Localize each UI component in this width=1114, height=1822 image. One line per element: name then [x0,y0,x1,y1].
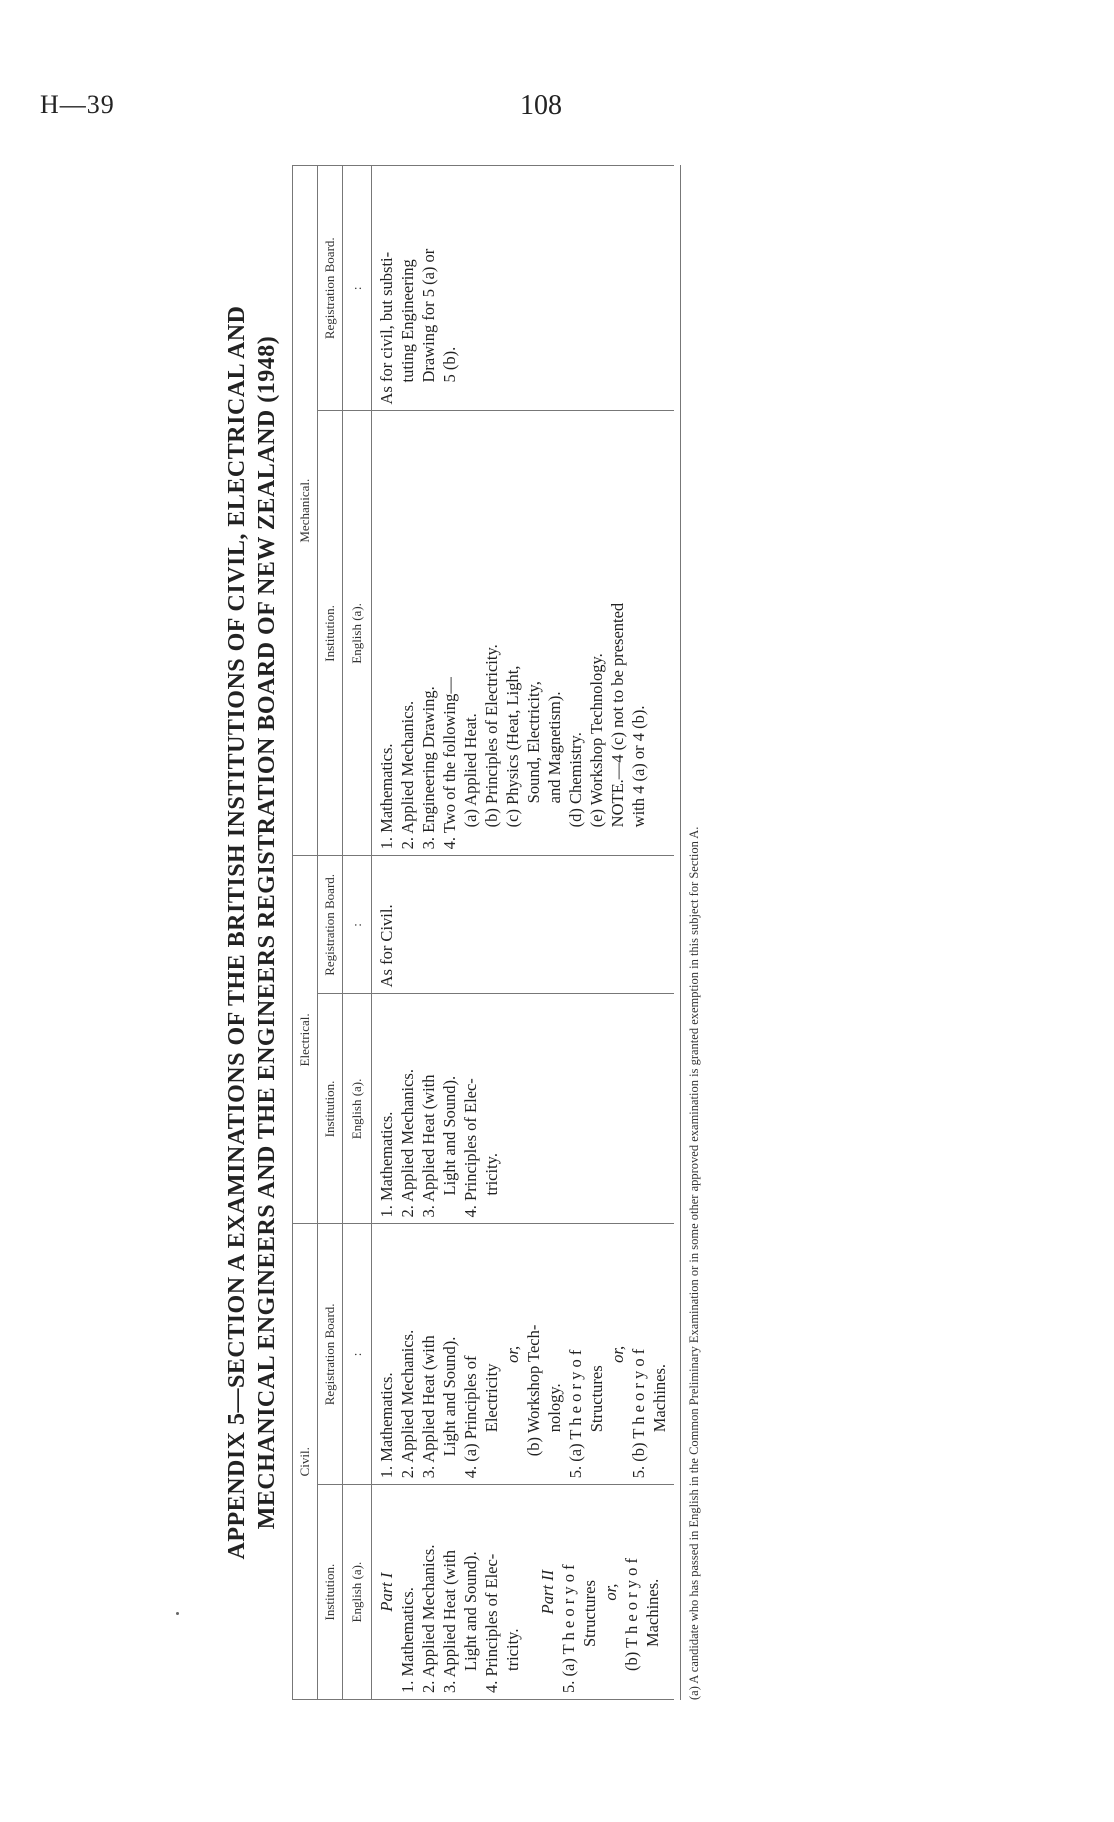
subject-line: Part II [538,1569,557,1615]
subject-line: Light and Sound). [440,1336,459,1457]
mechanical-institution-subjects [372,411,675,856]
subject-line: 1. Mathematics. [377,1372,396,1479]
subject-line: 5. (a) T h e o r y o f [566,1349,585,1479]
subject-line: 3. Applied Heat (with [419,1074,438,1218]
subject-line: 4. Principles of Elec- [461,1078,480,1218]
subject-line: or, [601,1583,620,1601]
subject-line: 5 (b). [440,346,459,383]
subject-line: As for civil, but substi- [377,251,396,405]
group-electrical: Electrical. [293,856,318,1224]
civil-registration-head: Registration Board. [318,1224,343,1485]
subject-line: tuting Engineering [398,259,417,383]
subject-line: Electricity [482,1363,501,1433]
subject-line: Drawing for 5 (a) or [419,248,438,383]
electrical-institution-head: Institution. [318,994,343,1224]
group-civil: Civil. [293,1224,318,1700]
subject-line: 2. Applied Mechanics. [419,1544,438,1693]
subject-line: Structures [587,1365,606,1433]
subject-line: (b) Principles of Electricity. [482,644,501,828]
subject-line: 2. Applied Mechanics. [398,1069,417,1218]
subject-line: Light and Sound). [440,1075,459,1196]
subject-line: 4. Principles of Elec- [482,1553,501,1693]
subject-line: Machines. [643,1578,662,1647]
subject-line: (a) Applied Heat. [461,713,480,828]
electrical-english-reg: : [343,856,372,994]
group-mechanical: Mechanical. [293,166,318,856]
subject-line: Sound, Electricity, [524,681,543,804]
civil-english-reg: : [343,1224,372,1485]
subject-line: (b) T h e o r y o f [622,1557,641,1671]
subject-line: Part I [377,1572,396,1612]
subject-line: (d) Chemistry. [566,732,585,828]
page-number: 108 [520,90,562,121]
subject-line: or, [503,1345,522,1363]
subject-line: 3. Applied Heat (with [440,1550,459,1693]
subject-line: 2. Applied Mechanics. [398,1329,417,1479]
subject-line: Light and Sound). [461,1551,480,1671]
exam-table [292,165,674,1700]
title-line-1: APPENDIX 5—SECTION A EXAMINATIONS OF THE BRITISH INSTITUTIONS OF CIVIL, ELECTRICAL AND [224,305,250,1560]
mechanical-english: English (a). [343,411,372,856]
mechanical-institution-head: Institution. [318,411,343,856]
page-reference: H—39 [40,90,115,119]
subject-line: 1. Mathematics. [398,1587,417,1693]
electrical-registration-head: Registration Board. [318,856,343,994]
subject-line: As for Civil. [377,904,396,988]
subject-line: nology. [545,1383,564,1433]
civil-institution-subjects [372,1485,675,1700]
footnote: (a) A candidate who has passed in English in the Common Preliminary Examination or in some other approved examination is granted exemption in this subject for Section A. [680,165,702,1700]
civil-institution-head: Institution. [318,1485,343,1700]
civil-english: English (a). [343,1485,372,1700]
mechanical-registration-note [372,166,675,411]
subject-line: 3. Engineering Drawing. [419,686,438,850]
electrical-institution-subjects [372,994,675,1224]
subject-line: 4. Two of the following— [440,677,459,850]
mechanical-registration-head: Registration Board. [318,166,343,411]
title-line-2: MECHANICAL ENGINEERS AND THE ENGINEERS REGISTRATION BOARD OF NEW ZEALAND (1948) [254,335,280,1530]
subject-line: 5. (b) T h e o r y o f [629,1348,648,1479]
subject-line: Machines. [650,1363,669,1433]
subject-line: and Magnetism). [545,691,564,804]
subject-line: tricity. [503,1628,522,1671]
electrical-registration-note [372,856,675,994]
subject-line: (e) Workshop Technology. [587,653,606,828]
subject-line: 2. Applied Mechanics. [398,700,417,850]
subject-line: or, [608,1345,627,1363]
electrical-english: English (a). [343,994,372,1224]
subject-line: 4. (a) Principles of [461,1355,480,1479]
subject-line: with 4 (a) or 4 (b). [629,705,648,828]
subject-line: (c) Physics (Heat, Light, [503,665,522,828]
subject-line: 1. Mathematics. [377,743,396,850]
mechanical-english-reg: : [343,166,372,411]
subject-line: tricity. [482,1153,501,1196]
speck-mark [176,1612,179,1615]
rotated-appendix-table [222,165,862,1700]
subject-line: NOTE.—4 (c) not to be presented [608,602,627,828]
subject-line: 5. (a) T h e o r y o f [559,1564,578,1693]
subject-line: 3. Applied Heat (with [419,1335,438,1479]
civil-registration-subjects [372,1224,675,1485]
subject-line: 1. Mathematics. [377,1111,396,1218]
subject-line: Structures [580,1580,599,1647]
appendix-title [222,165,282,1700]
subject-line: (b) Workshop Tech- [524,1324,543,1457]
